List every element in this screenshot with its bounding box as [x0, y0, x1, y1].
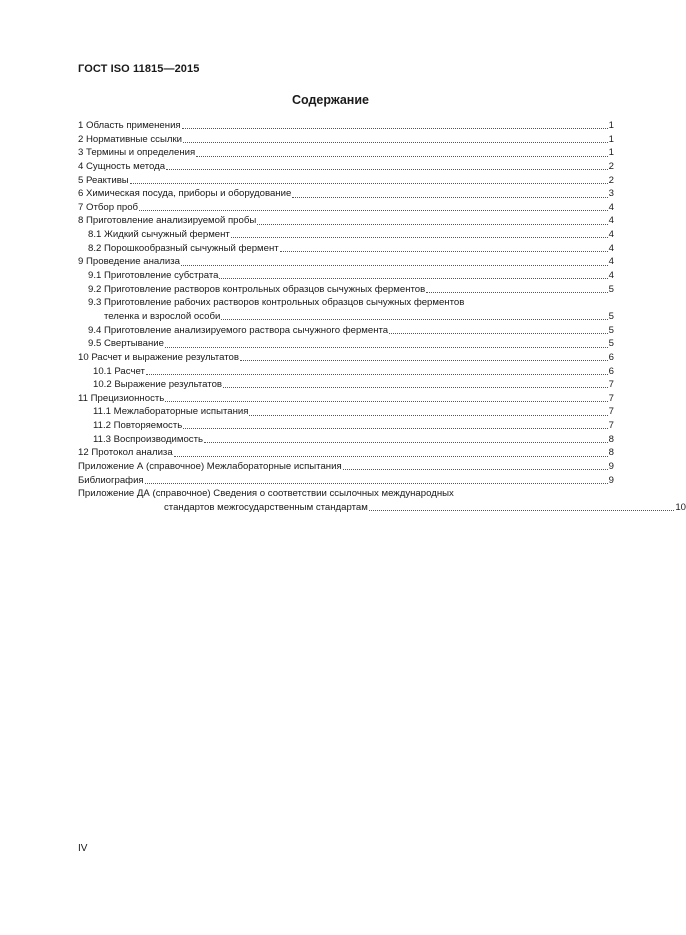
toc-entry[interactable] — [78, 392, 614, 406]
toc-entry-page: 5 — [608, 324, 614, 336]
dot-leader — [130, 183, 608, 184]
toc-entry-page: 9 — [608, 461, 614, 473]
toc-entry-page: 5 — [608, 310, 614, 322]
dot-leader — [183, 142, 608, 143]
toc-entry-page: 4 — [608, 201, 614, 213]
toc-subentry[interactable] — [78, 365, 614, 379]
dot-leader — [292, 197, 607, 198]
toc-subentry[interactable] — [78, 228, 614, 242]
toc-entry-page: 8 — [608, 447, 614, 459]
dot-leader — [221, 319, 607, 320]
dot-leader — [231, 237, 608, 238]
toc-entry-page: 9 — [608, 474, 614, 486]
toc-entry-page: 4 — [608, 242, 614, 254]
toc-entry-title: 9.2 Приготовление растворов контрольных образцов сычужных ферментов — [88, 283, 426, 295]
dot-leader — [166, 169, 608, 170]
toc-entry-continuation[interactable] — [78, 501, 686, 515]
toc-entry-page: 1 — [608, 133, 614, 145]
toc-entry[interactable] — [78, 160, 614, 174]
toc-entry-title: 10.1 Расчет — [93, 365, 145, 377]
dot-leader — [196, 156, 607, 157]
toc-entry-title-continuation: стандартов межгосударственным стандартам — [164, 501, 368, 513]
toc-entry[interactable] — [78, 460, 614, 474]
toc-entry-title: Приложение ДА (справочное) Сведения о соответствии ссылочных международных — [78, 488, 454, 500]
table-of-contents — [78, 119, 686, 515]
dot-leader — [204, 442, 608, 443]
toc-entry-title: 9.3 Приготовление рабочих растворов контрольных образцов сычужных ферментов — [88, 297, 465, 309]
page-number: IV — [78, 843, 88, 854]
toc-entry-title: 11.3 Воспроизводимость — [93, 433, 203, 445]
dot-leader — [174, 456, 608, 457]
toc-entry-title: 9.4 Приготовление анализируемого раствора сычужного фермента — [88, 324, 389, 336]
toc-entry-title: 2 Нормативные ссылки — [78, 133, 183, 145]
toc-entry-title: 9 Проведение анализа — [78, 256, 180, 268]
toc-subentry[interactable] — [78, 283, 614, 297]
dot-leader — [139, 210, 608, 211]
toc-entry-title: 1 Область применения — [78, 120, 181, 131]
dot-leader — [280, 251, 608, 252]
dot-leader — [240, 360, 608, 361]
toc-entry[interactable] — [78, 474, 614, 488]
dot-leader — [145, 483, 608, 484]
toc-subentry[interactable] — [78, 296, 614, 310]
dot-leader — [183, 428, 607, 429]
toc-entry[interactable] — [78, 187, 614, 201]
toc-entry-title: 11.1 Межлабораторные испытания — [93, 406, 249, 418]
toc-entry-title-continuation: теленка и взрослой особи — [104, 310, 221, 322]
dot-leader — [181, 265, 608, 266]
toc-entry[interactable] — [78, 201, 614, 215]
toc-entry-page: 7 — [608, 406, 614, 418]
toc-entry-title: 10.2 Выражение результатов — [93, 379, 223, 391]
toc-subentry[interactable] — [78, 337, 614, 351]
toc-entry-title: 7 Отбор проб — [78, 201, 139, 213]
toc-entry[interactable] — [78, 146, 614, 160]
toc-entry-title: 5 Реактивы — [78, 174, 129, 186]
toc-entry-page: 7 — [608, 379, 614, 391]
toc-entry-title: 9.5 Свертывание — [88, 338, 164, 350]
toc-subentry[interactable] — [78, 419, 614, 433]
toc-entry-page: 2 — [608, 174, 614, 186]
toc-title: Содержание — [291, 93, 369, 107]
toc-entry[interactable] — [78, 351, 614, 365]
toc-entry-page: 4 — [608, 229, 614, 241]
toc-entry-page: 5 — [608, 338, 614, 350]
toc-entry-title: 3 Термины и определения — [78, 147, 196, 159]
dot-leader — [426, 292, 607, 293]
toc-entry-title: 8 Приготовление анализируемой пробы — [78, 215, 257, 227]
toc-entry[interactable] — [78, 174, 614, 188]
document-code: ГОСТ ISO 11815—2015 — [78, 63, 200, 75]
toc-subentry[interactable] — [78, 378, 614, 392]
toc-entry[interactable] — [78, 446, 614, 460]
dot-leader — [223, 387, 608, 388]
toc-entry[interactable] — [78, 133, 614, 147]
toc-entry-page: 7 — [608, 392, 614, 404]
toc-entry-page: 6 — [608, 351, 614, 363]
toc-entry-title: Приложение А (справочное) Межлабораторные испытания — [78, 461, 342, 473]
dot-leader — [219, 278, 607, 279]
toc-entry[interactable] — [78, 214, 614, 228]
dot-leader — [182, 128, 608, 129]
dot-leader — [165, 401, 607, 402]
dot-leader — [257, 224, 607, 225]
toc-subentry[interactable] — [78, 242, 614, 256]
toc-entry-page: 4 — [608, 215, 614, 227]
toc-entry-title: 11.2 Повторяемость — [93, 420, 183, 432]
toc-entry[interactable] — [78, 487, 614, 501]
toc-entry-page: 3 — [608, 188, 614, 200]
toc-subentry[interactable] — [78, 433, 614, 447]
toc-entry-title: 6 Химическая посуда, приборы и оборудование — [78, 188, 292, 200]
toc-entry-title: 9.1 Приготовление субстрата — [88, 270, 219, 282]
toc-entry-page: 7 — [608, 420, 614, 432]
toc-entry-page: 5 — [608, 283, 614, 295]
toc-subentry[interactable] — [78, 405, 614, 419]
dot-leader — [165, 347, 608, 348]
toc-entry-title: Библиография — [78, 474, 144, 486]
dot-leader — [369, 510, 674, 511]
toc-entry-title: 10 Расчет и выражение результатов — [78, 351, 239, 363]
dot-leader — [146, 374, 608, 375]
toc-entry-title: 8.1 Жидкий сычужный фермент — [88, 229, 230, 241]
toc-entry-page: 8 — [608, 433, 614, 445]
dot-leader — [249, 415, 607, 416]
dot-leader — [343, 469, 608, 470]
toc-subentry[interactable] — [78, 269, 614, 283]
toc-entry[interactable] — [78, 119, 614, 133]
toc-entry-page: 4 — [608, 256, 614, 268]
toc-entry-page: 1 — [608, 120, 614, 131]
toc-entry-title: 8.2 Порошкообразный сычужный фермент — [88, 242, 279, 254]
toc-entry-title: 12 Протокол анализа — [78, 447, 173, 459]
toc-entry-page: 1 — [608, 147, 614, 159]
toc-entry-page: 10 — [675, 501, 686, 513]
toc-subentry-continuation[interactable] — [78, 310, 614, 324]
toc-entry-title: 4 Сущность метода — [78, 160, 166, 172]
toc-entry[interactable] — [78, 255, 614, 269]
dot-leader — [389, 333, 608, 334]
toc-entry-page: 4 — [608, 270, 614, 282]
toc-entry-page: 2 — [608, 160, 614, 172]
toc-entry-page: 6 — [608, 365, 614, 377]
toc-entry-title: 11 Прецизионность — [78, 392, 165, 404]
toc-subentry[interactable] — [78, 324, 614, 338]
